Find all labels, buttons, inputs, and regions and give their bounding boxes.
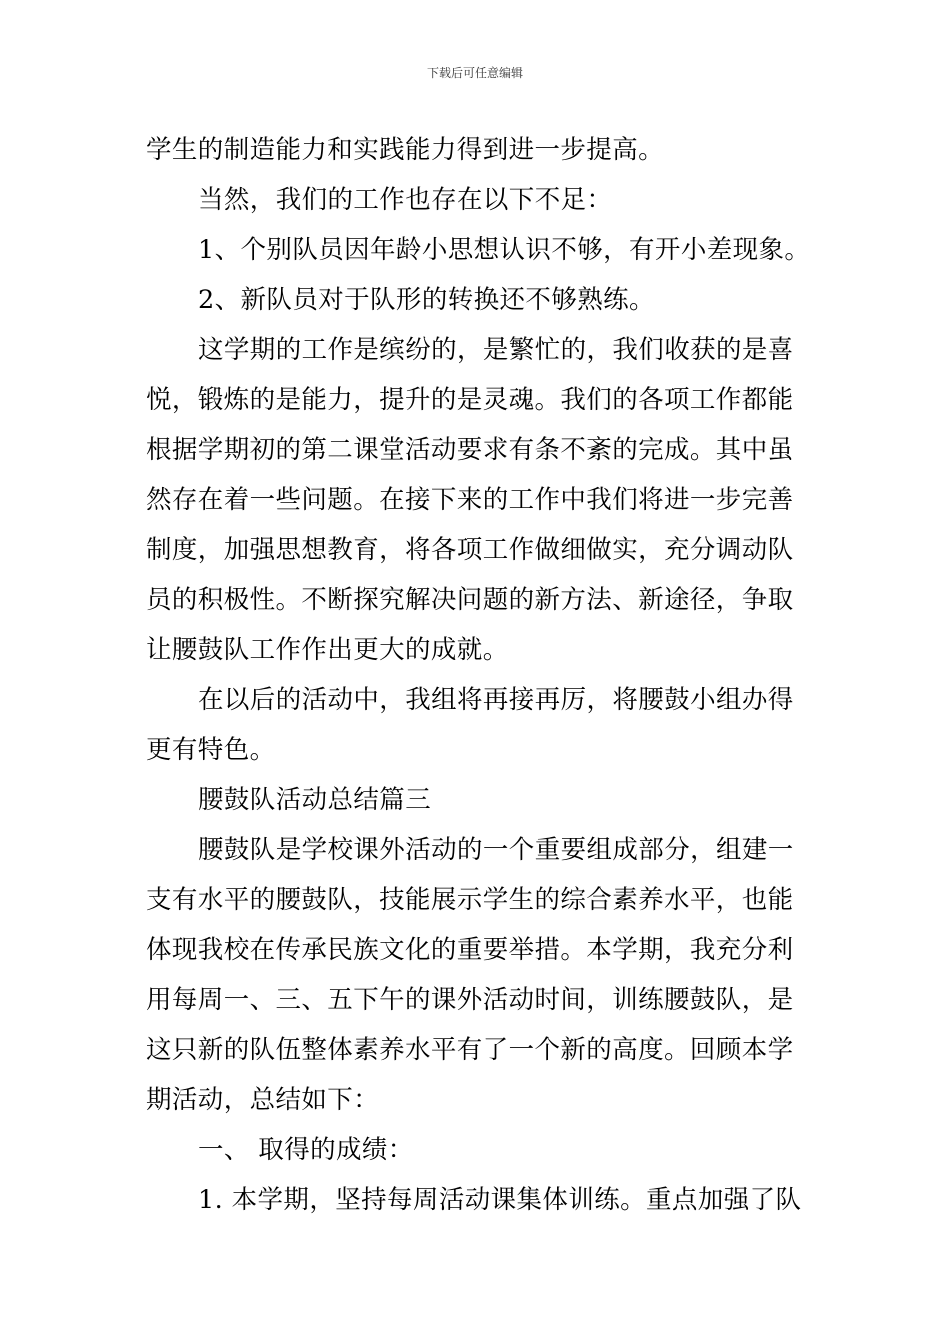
text-line: 用每周一、三、五下午的课外活动时间，训练腰鼓队，是: [146, 985, 794, 1015]
text-line: 这学期的工作是缤纷的，是繁忙的，我们收获的是喜: [198, 335, 794, 365]
text-line: 支有水平的腰鼓队，技能展示学生的综合素养水平，也能: [146, 885, 794, 915]
text-line: 期活动，总结如下：: [146, 1085, 380, 1115]
text-line: 然存在着一些问题。在接下来的工作中我们将进一步完善: [146, 485, 794, 515]
text-line: 当然，我们的工作也存在以下不足：: [198, 185, 613, 215]
text-line: 悦，锻炼的是能力，提升的是灵魂。我们的各项工作都能: [146, 385, 794, 415]
text-line: 1、个别队员因年龄小思想认识不够，有开小差现象。: [198, 235, 811, 265]
text-line: 更有特色。: [146, 735, 276, 765]
text-line: 一、 取得的成绩：: [198, 1135, 414, 1165]
section-heading: 腰鼓队活动总结篇三: [198, 785, 432, 815]
text-line: 根据学期初的第二课堂活动要求有条不紊的完成。其中虽: [146, 435, 794, 465]
text-line: 让腰鼓队工作作出更大的成就。: [146, 635, 509, 665]
text-line: 员的积极性。不断探究解决问题的新方法、新途径，争取: [146, 585, 794, 615]
text-line: 制度，加强思想教育，将各项工作做细做实，充分调动队: [146, 535, 794, 565]
text-line: 体现我校在传承民族文化的重要举措。本学期，我充分利: [146, 935, 794, 965]
page-header: 下载后可任意编辑: [426, 66, 523, 80]
text-line: 2、新队员对于队形的转换还不够熟练。: [198, 285, 655, 315]
text-line: 学生的制造能力和实践能力得到进一步提高。: [146, 135, 665, 165]
text-line: 在以后的活动中，我组将再接再厉，将腰鼓小组办得: [198, 685, 794, 715]
document-body: [146, 125, 818, 1225]
text-line: 这只新的队伍整体素养水平有了一个新的高度。回顾本学: [146, 1035, 794, 1065]
text-line: 腰鼓队是学校课外活动的一个重要组成部分，组建一: [198, 835, 794, 865]
text-line: 1. 本学期，坚持每周活动课集体训练。重点加强了队: [198, 1185, 802, 1215]
